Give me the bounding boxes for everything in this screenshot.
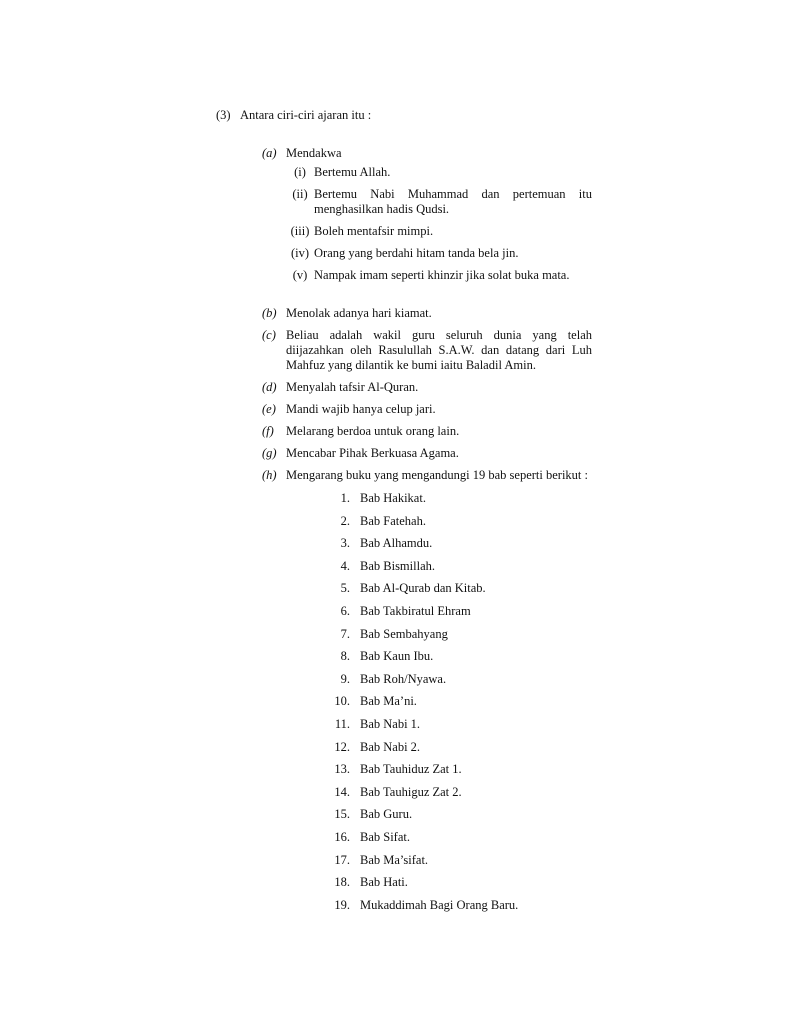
chapter-number: 2. <box>340 513 350 528</box>
item-text: Melarang berdoa untuk orang lain. <box>286 424 460 438</box>
section-title: Antara ciri-ciri ajaran itu : <box>240 108 372 122</box>
chapter-number: 12. <box>334 739 350 754</box>
chapter-item <box>324 740 592 755</box>
chapter-number: 3. <box>340 536 350 551</box>
item-label: (g) <box>262 446 277 460</box>
chapter-item <box>324 514 592 529</box>
chapter-item <box>324 785 592 800</box>
sub-item-number: (i) <box>294 165 306 179</box>
feature-list <box>262 146 592 927</box>
item-label: (a) <box>262 146 277 160</box>
chapter-number: 5. <box>340 581 350 596</box>
sub-item <box>286 268 592 283</box>
chapter-item <box>324 491 592 506</box>
item-label: (d) <box>262 380 277 394</box>
chapter-number: 8. <box>340 649 350 664</box>
item-text: Beliau adalah wakil guru seluruh dunia yang telah diijazahkan oleh Rasulullah S.A.W. dan datang dari Luh Mahfuz yang dilantik ke bumi iaitu Baladil Amin. <box>286 328 592 372</box>
chapter-number: 6. <box>340 603 350 618</box>
chapter-item <box>324 717 592 732</box>
chapter-number: 19. <box>334 897 350 912</box>
item-text: Mengarang buku yang mengandungi 19 bab seperti berikut : <box>286 468 589 482</box>
chapter-item <box>324 672 592 687</box>
chapter-item <box>324 898 592 913</box>
chapter-title: Bab Al-Qurab dan Kitab. <box>360 581 486 596</box>
sub-item-number: (ii) <box>292 187 308 201</box>
chapter-title: Bab Tauhiduz Zat 1. <box>360 762 462 777</box>
chapter-title: Bab Alhamdu. <box>360 536 433 551</box>
chapter-number: 4. <box>340 558 350 573</box>
item-text: Mandi wajib hanya celup jari. <box>286 402 436 416</box>
sub-item-number: (iv) <box>290 246 310 260</box>
chapter-title: Mukaddimah Bagi Orang Baru. <box>360 897 519 912</box>
chapter-title: Bab Hakikat. <box>360 491 426 505</box>
chapter-number: 17. <box>334 852 350 867</box>
chapter-item <box>324 875 592 890</box>
chapter-title: Bab Ma’sifat. <box>360 852 429 867</box>
chapter-title: Bab Sifat. <box>360 829 410 844</box>
item-label: (f) <box>262 424 274 438</box>
sub-item <box>286 246 592 261</box>
item-text: Menyalah tafsir Al-Quran. <box>286 380 419 394</box>
chapter-item <box>324 536 592 551</box>
list-item-b <box>262 306 592 321</box>
section-number: (3) <box>216 108 231 122</box>
chapter-title: Bab Roh/Nyawa. <box>360 671 447 686</box>
chapter-number: 10. <box>334 694 350 709</box>
chapter-item <box>324 762 592 777</box>
chapter-title: Bab Bismillah. <box>360 558 435 573</box>
sub-item-text: Boleh mentafsir mimpi. <box>314 224 434 238</box>
item-label: (c) <box>262 328 276 342</box>
list-item-d <box>262 380 592 395</box>
list-item-c <box>262 328 592 373</box>
list-item-g <box>262 446 592 461</box>
chapter-title: Bab Guru. <box>360 807 413 822</box>
sub-item-text: Orang yang berdahi hitam tanda bela jin. <box>314 246 519 260</box>
sub-item-number: (iii) <box>290 224 310 238</box>
chapter-number: 18. <box>334 875 350 890</box>
list-item-a <box>262 146 592 290</box>
chapter-number: 9. <box>340 671 350 686</box>
chapter-number: 7. <box>340 626 350 641</box>
sub-item-text: Bertemu Nabi Muhammad dan pertemuan itu menghasilkan hadis Qudsi. <box>314 187 592 216</box>
chapter-title: Bab Sembahyang <box>360 626 448 641</box>
chapter-item <box>324 604 592 619</box>
section-heading <box>216 108 371 123</box>
chapter-number: 11. <box>334 716 350 731</box>
chapter-item <box>324 627 592 642</box>
sub-item <box>286 187 592 217</box>
item-text: Menolak adanya hari kiamat. <box>286 306 432 320</box>
chapter-title: Bab Fatehah. <box>360 513 426 528</box>
chapter-title: Bab Ma’ni. <box>360 694 417 709</box>
item-label: (b) <box>262 306 277 320</box>
sub-item-text: Nampak imam seperti khinzir jika solat buka mata. <box>314 268 570 282</box>
chapter-title: Bab Hati. <box>360 875 408 890</box>
item-label: (e) <box>262 402 276 416</box>
chapter-number: 15. <box>334 807 350 822</box>
chapter-title: Bab Kaun Ibu. <box>360 649 434 664</box>
item-label: (h) <box>262 468 277 482</box>
chapter-item <box>324 694 592 709</box>
sub-list <box>286 165 592 283</box>
list-item-h <box>262 468 592 920</box>
chapter-number: 13. <box>334 762 350 777</box>
chapter-title: Bab Nabi 1. <box>360 716 421 731</box>
chapter-title: Bab Nabi 2. <box>360 739 421 754</box>
sub-item <box>286 165 592 180</box>
chapter-item <box>324 853 592 868</box>
chapter-item <box>324 581 592 596</box>
chapter-item <box>324 559 592 574</box>
sub-item <box>286 224 592 239</box>
list-item-e <box>262 402 592 417</box>
list-item-f <box>262 424 592 439</box>
chapter-number: 1. <box>340 491 350 505</box>
sub-item-text: Bertemu Allah. <box>314 165 391 179</box>
chapter-item <box>324 649 592 664</box>
item-text: Mencabar Pihak Berkuasa Agama. <box>286 446 459 460</box>
chapter-item <box>324 830 592 845</box>
sub-item-number: (v) <box>292 268 308 282</box>
chapter-item <box>324 807 592 822</box>
chapter-title: Bab Takbiratul Ehram <box>360 603 471 618</box>
chapter-number: 14. <box>334 784 350 799</box>
chapter-list <box>324 491 592 913</box>
item-text: Mendakwa <box>286 146 342 160</box>
chapter-number: 16. <box>334 829 350 844</box>
chapter-title: Bab Tauhiguz Zat 2. <box>360 784 462 799</box>
